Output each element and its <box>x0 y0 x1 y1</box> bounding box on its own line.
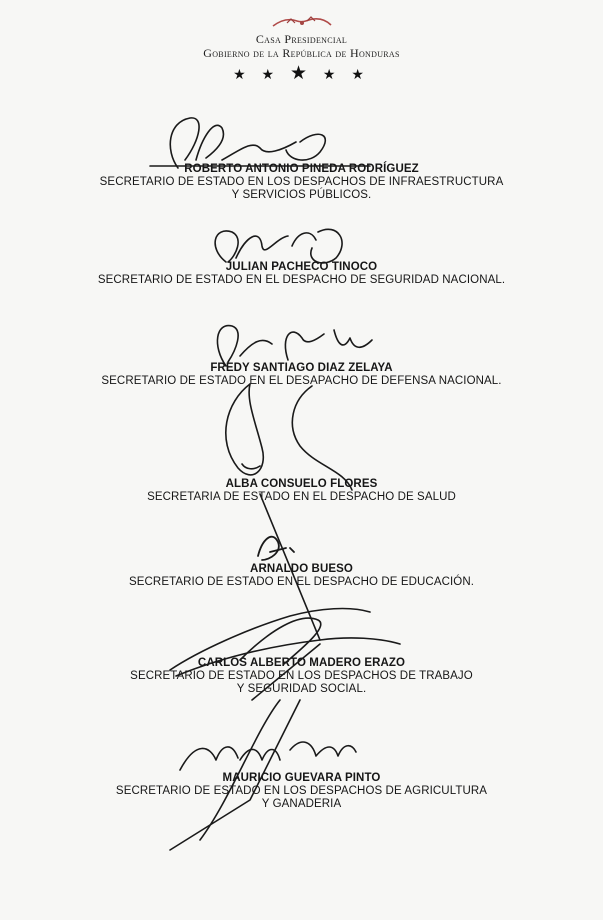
signatory-name: ROBERTO ANTONIO PINEDA RODRÍGUEZ <box>184 163 419 175</box>
honduras-emblem-icon <box>267 14 337 32</box>
signatory-title: SECRETARIO DE ESTADO EN EL DESAPACHO DE DEFENSA NACIONAL. <box>101 375 502 387</box>
signatory-name: FREDY SANTIAGO DIAZ ZELAYA <box>210 362 393 374</box>
signatory-block <box>0 362 603 388</box>
signatory-title: SECRETARIO DE ESTADO EN LOS DESPACHOS DE AGRICULTURA <box>115 785 488 797</box>
signature-diaz <box>217 326 372 366</box>
signatory-name: CARLOS ALBERTO MADERO ERAZO <box>197 657 406 669</box>
signatory-title: SECRETARIO DE ESTADO EN LOS DESPACHOS DE TRABAJO <box>130 670 473 682</box>
letterhead <box>0 14 603 85</box>
signatory-block <box>0 563 603 589</box>
signatory-title: SECRETARIO DE ESTADO EN EL DESPACHO DE SEGURIDAD NACIONAL. <box>97 274 506 286</box>
signature-bueso <box>258 537 294 560</box>
signature-pineda <box>150 118 370 168</box>
signatory-name: JULIAN PACHECO TINOCO <box>225 261 378 273</box>
signatory-title: Y SEGURIDAD SOCIAL. <box>236 683 367 695</box>
signatory-block <box>0 478 603 504</box>
signatory-title: SECRETARIA DE ESTADO EN EL DESPACHO DE SALUD <box>147 491 456 503</box>
star-icon: ★ <box>261 66 281 82</box>
signatory-title: Y SERVICIOS PÚBLICOS. <box>231 189 372 201</box>
signatory-title: Y GANADERIA <box>261 798 342 810</box>
signatory-block <box>0 657 603 696</box>
stars-row <box>0 62 603 85</box>
signature-flores <box>226 384 352 640</box>
signatory-block <box>0 261 603 287</box>
signatory-title: SECRETARIO DE ESTADO EN LOS DESPACHOS DE INFRAESTRUCTURA <box>99 176 504 188</box>
signature-pacheco <box>215 229 342 263</box>
star-icon: ★ <box>233 66 252 82</box>
signatory-block <box>0 163 603 202</box>
government-name: Gobierno de la República de Honduras <box>203 46 400 60</box>
signatory-title: SECRETARIO DE ESTADO EN EL DESPACHO DE EDUCACIÓN. <box>128 576 475 588</box>
signatory-block <box>0 772 603 811</box>
star-icon: ★ <box>289 63 314 84</box>
signatory-name: MAURICIO GUEVARA PINTO <box>222 772 381 784</box>
star-icon: ★ <box>351 66 370 82</box>
star-icon: ★ <box>322 66 342 82</box>
signatory-name: ARNALDO BUESO <box>250 563 353 575</box>
institution-name: Casa Presidencial <box>255 32 348 46</box>
signatory-name: ALBA CONSUELO FLORES <box>225 478 378 490</box>
